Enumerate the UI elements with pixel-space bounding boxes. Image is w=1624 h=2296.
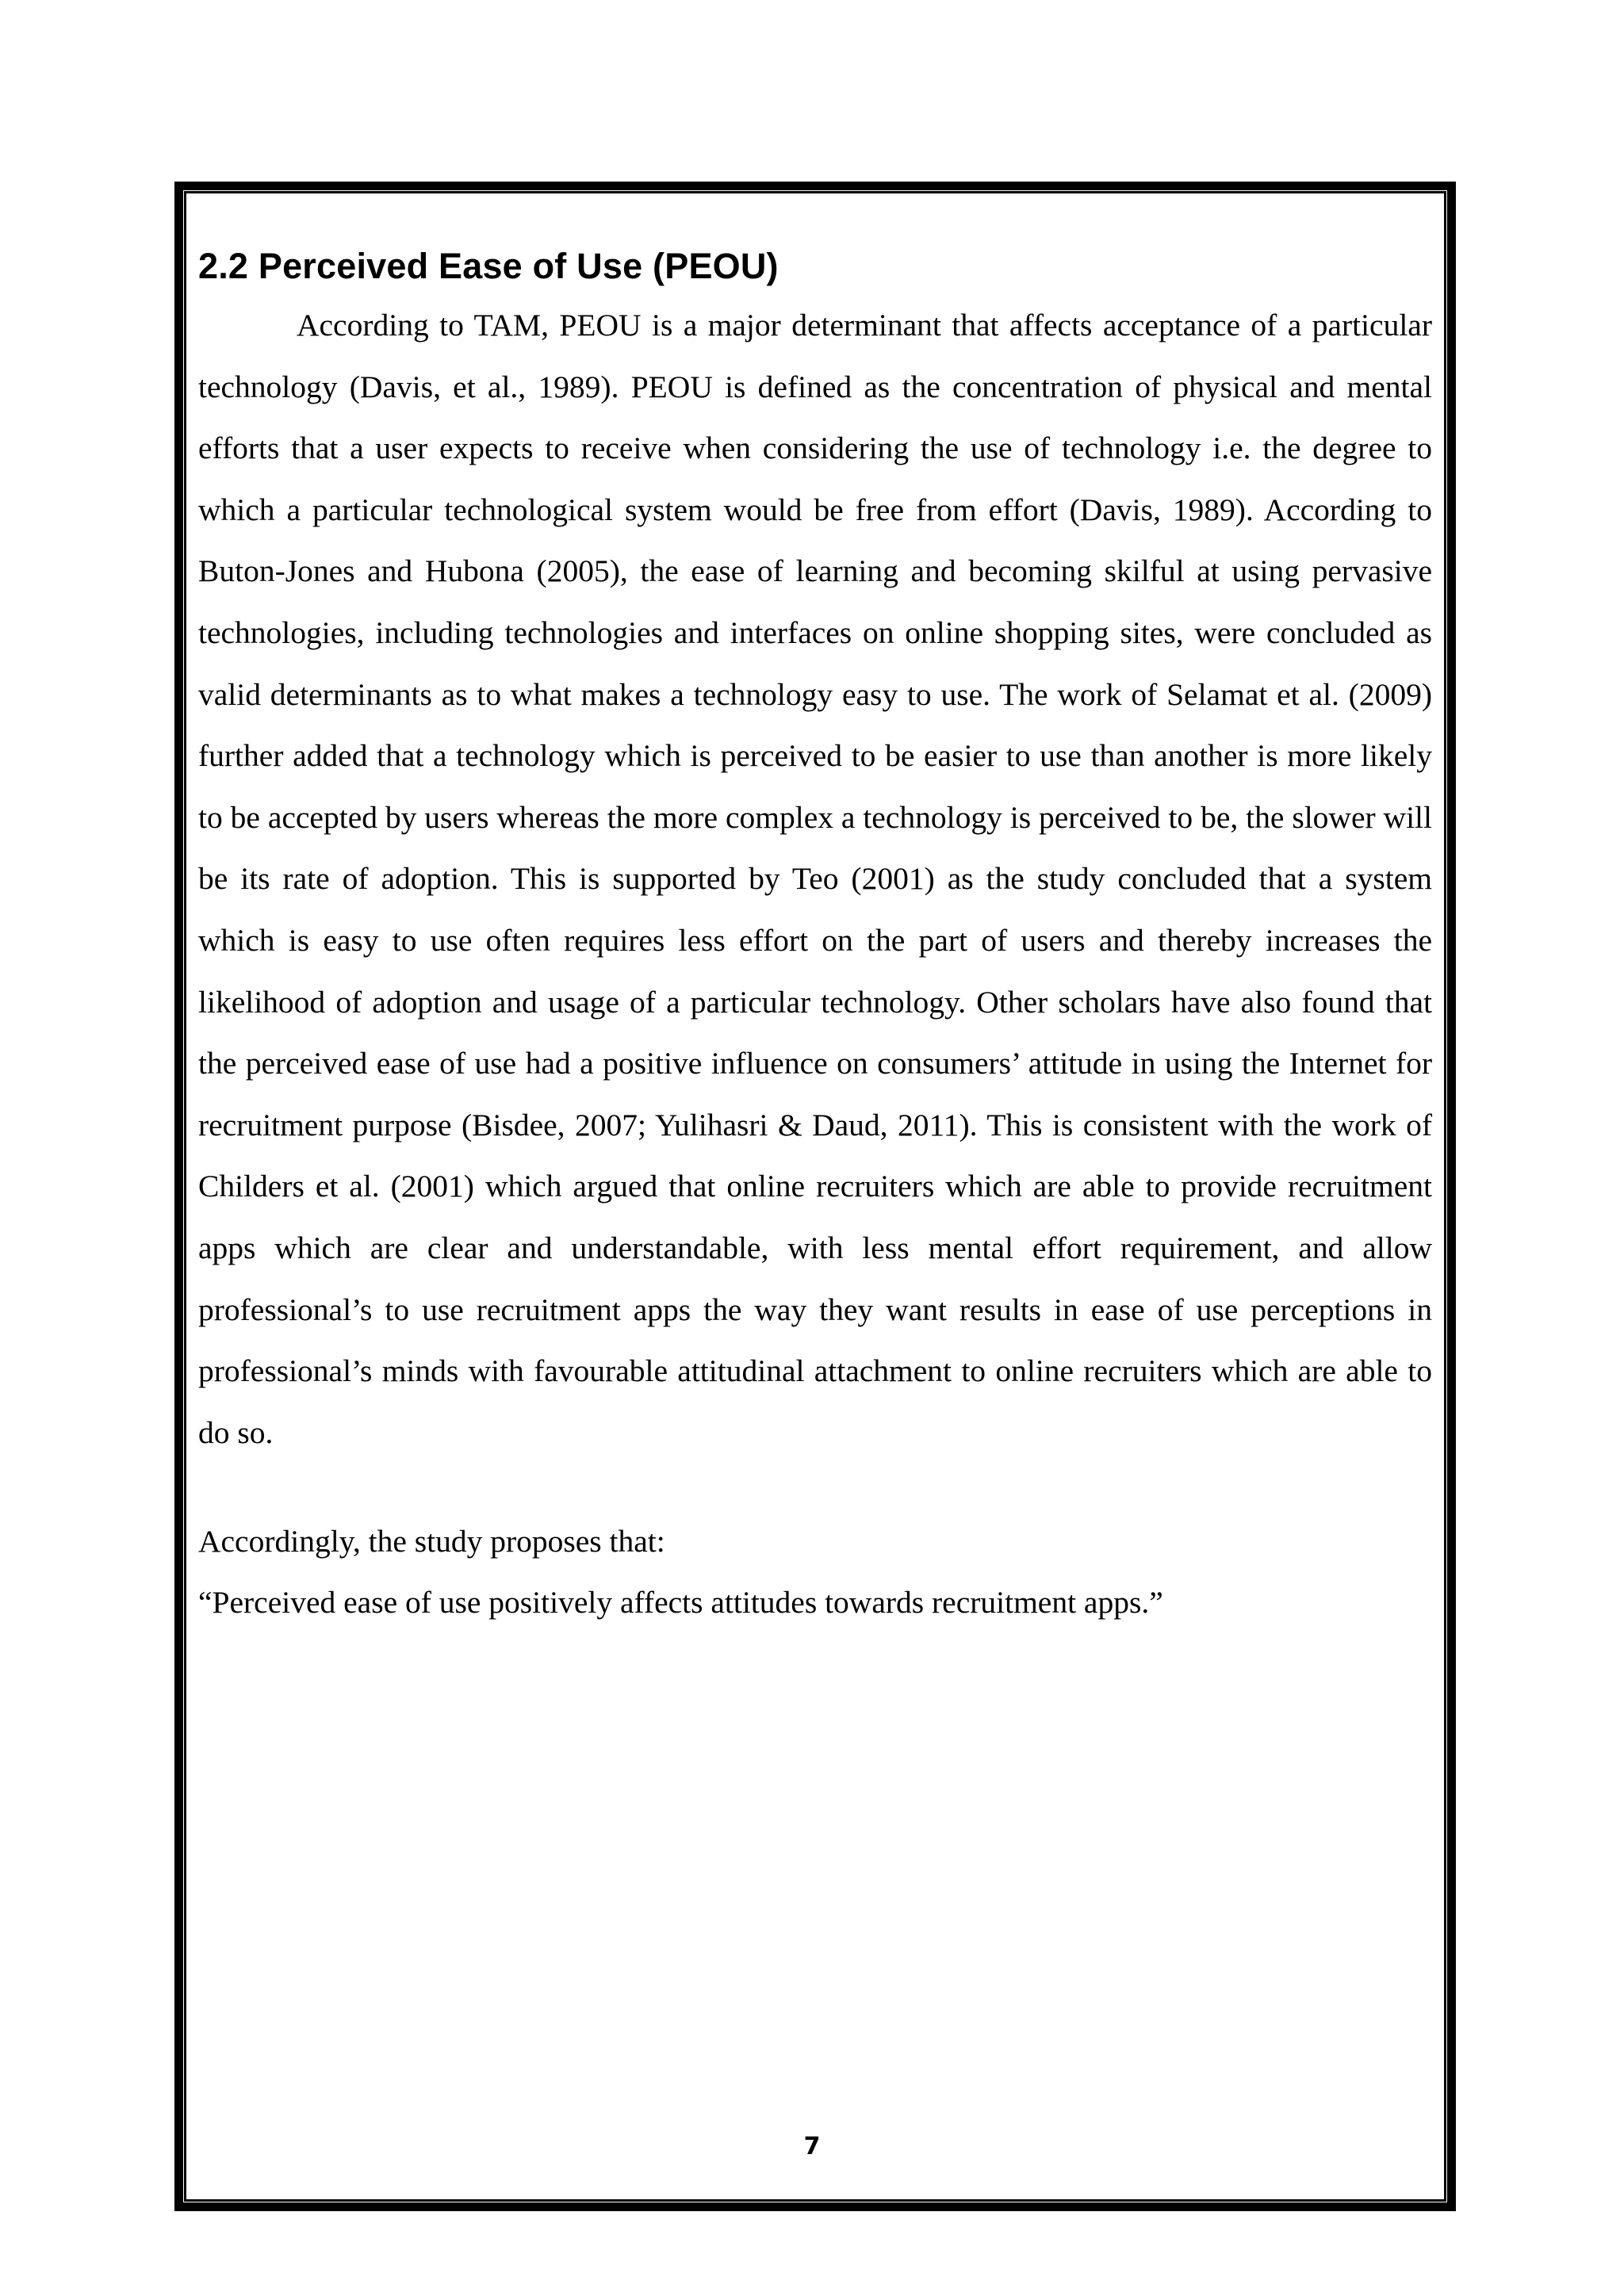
proposal-intro: Accordingly, the study proposes that: [198,1524,665,1559]
paragraph-gap [198,1464,1432,1511]
body-paragraph: According to TAM, PEOU is a major determinant that affects acceptance of a particular technology (Davis, et al., 1989). PEOU is defined as the concentration of physical and mental efforts that a user expects to receive when considering the use of technology i.e. the degree to which a particular technological system would be free from effort (Davis, 1989). According to Buton-Jones and Hubona (2005), the ease of learning and becoming skilful at using pervasive technologies, including technologies and interfaces on online shopping sites, were concluded as valid determinants as to what makes a technology easy to use. The work of Selamat et al. (2009) further added that a technology which is perceived to be easier to use than another is more likely to be accepted by users whereas the more complex a technology is perceived to be, the slower will be its rate of adoption. This is supported by Teo (2001) as the study concluded that a system which is easy to use often requires less effort on the part of users and thereby increases the likelihood of adoption and usage of a particular technology. Other scholars have also found that the perceived ease of use had a positive influence on consumers’ attitude in using the Internet for recruitment purpose (Bisdee, 2007; Yulihasri & Daud, 2011). This is consistent with the work of Childers et al. (2001) which argued that online recruiters which are able to provide recruitment apps which are clear and understandable, with less mental effort requirement, and allow professional’s to use recruitment apps the way they want results in ease of use perceptions in professional’s minds with favourable attitudinal attachment to online recruiters which are able to do so. [198,308,1432,1450]
page-number: 7 [803,2133,821,2160]
proposal-statement: “Perceived ease of use positively affects attitudes towards recruitment apps.” [198,1585,1163,1621]
page-content [198,238,1432,1633]
section-heading: 2.2 Perceived Ease of Use (PEOU) [198,246,779,286]
